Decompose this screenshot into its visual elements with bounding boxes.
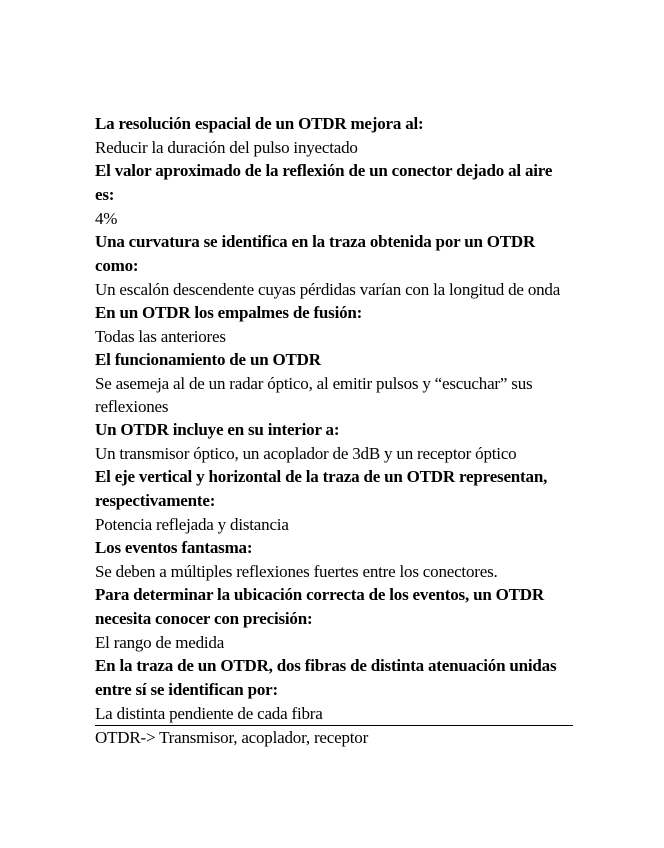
question-text: Un OTDR incluye en su interior a:	[95, 420, 340, 439]
answer-text: Reducir la duración del pulso inyectado	[95, 138, 358, 157]
answer-text: 4%	[95, 209, 118, 228]
question-text: Los eventos fantasma:	[95, 538, 253, 557]
qa-item-1	[95, 112, 573, 159]
question-text: En un OTDR los empalmes de fusión:	[95, 303, 363, 322]
qa-item-6	[95, 418, 573, 465]
qa-item-2	[95, 159, 573, 230]
footer-note: OTDR-> Transmisor, acoplador, receptor	[95, 728, 369, 747]
qa-item-10	[95, 654, 573, 726]
qa-item-5	[95, 348, 573, 418]
qa-item-9	[95, 583, 573, 654]
document-page	[95, 112, 573, 749]
question-text: En la traza de un OTDR, dos fibras de distinta atenuación unidas entre sí se identifican por:	[95, 656, 557, 699]
question-text: La resolución espacial de un OTDR mejora al:	[95, 114, 424, 133]
answer-text: Se deben a múltiples reflexiones fuertes entre los conectores.	[95, 562, 498, 581]
answer-text: El rango de medida	[95, 633, 225, 652]
question-text: El funcionamiento de un OTDR	[95, 350, 321, 369]
qa-item-4	[95, 301, 573, 348]
answer-text: Todas las anteriores	[95, 327, 226, 346]
question-text: Para determinar la ubicación correcta de los eventos, un OTDR necesita conocer con precisión:	[95, 585, 544, 628]
qa-item-8	[95, 536, 573, 583]
qa-item-7	[95, 465, 573, 536]
qa-list	[95, 112, 573, 726]
answer-text: Se asemeja al de un radar óptico, al emitir pulsos y “escuchar” sus reflexiones	[95, 374, 533, 416]
qa-item-3	[95, 230, 573, 301]
answer-text: La distinta pendiente de cada fibra	[95, 702, 573, 726]
answer-text: Potencia reflejada y distancia	[95, 515, 289, 534]
answer-text: Un escalón descendente cuyas pérdidas varían con la longitud de onda	[95, 280, 561, 299]
question-text: Una curvatura se identifica en la traza obtenida por un OTDR como:	[95, 232, 536, 275]
question-text: El eje vertical y horizontal de la traza de un OTDR representan, respectivamente:	[95, 467, 548, 510]
question-text: El valor aproximado de la reflexión de un conector dejado al aire es:	[95, 161, 553, 204]
answer-text: Un transmisor óptico, un acoplador de 3dB y un receptor óptico	[95, 444, 517, 463]
